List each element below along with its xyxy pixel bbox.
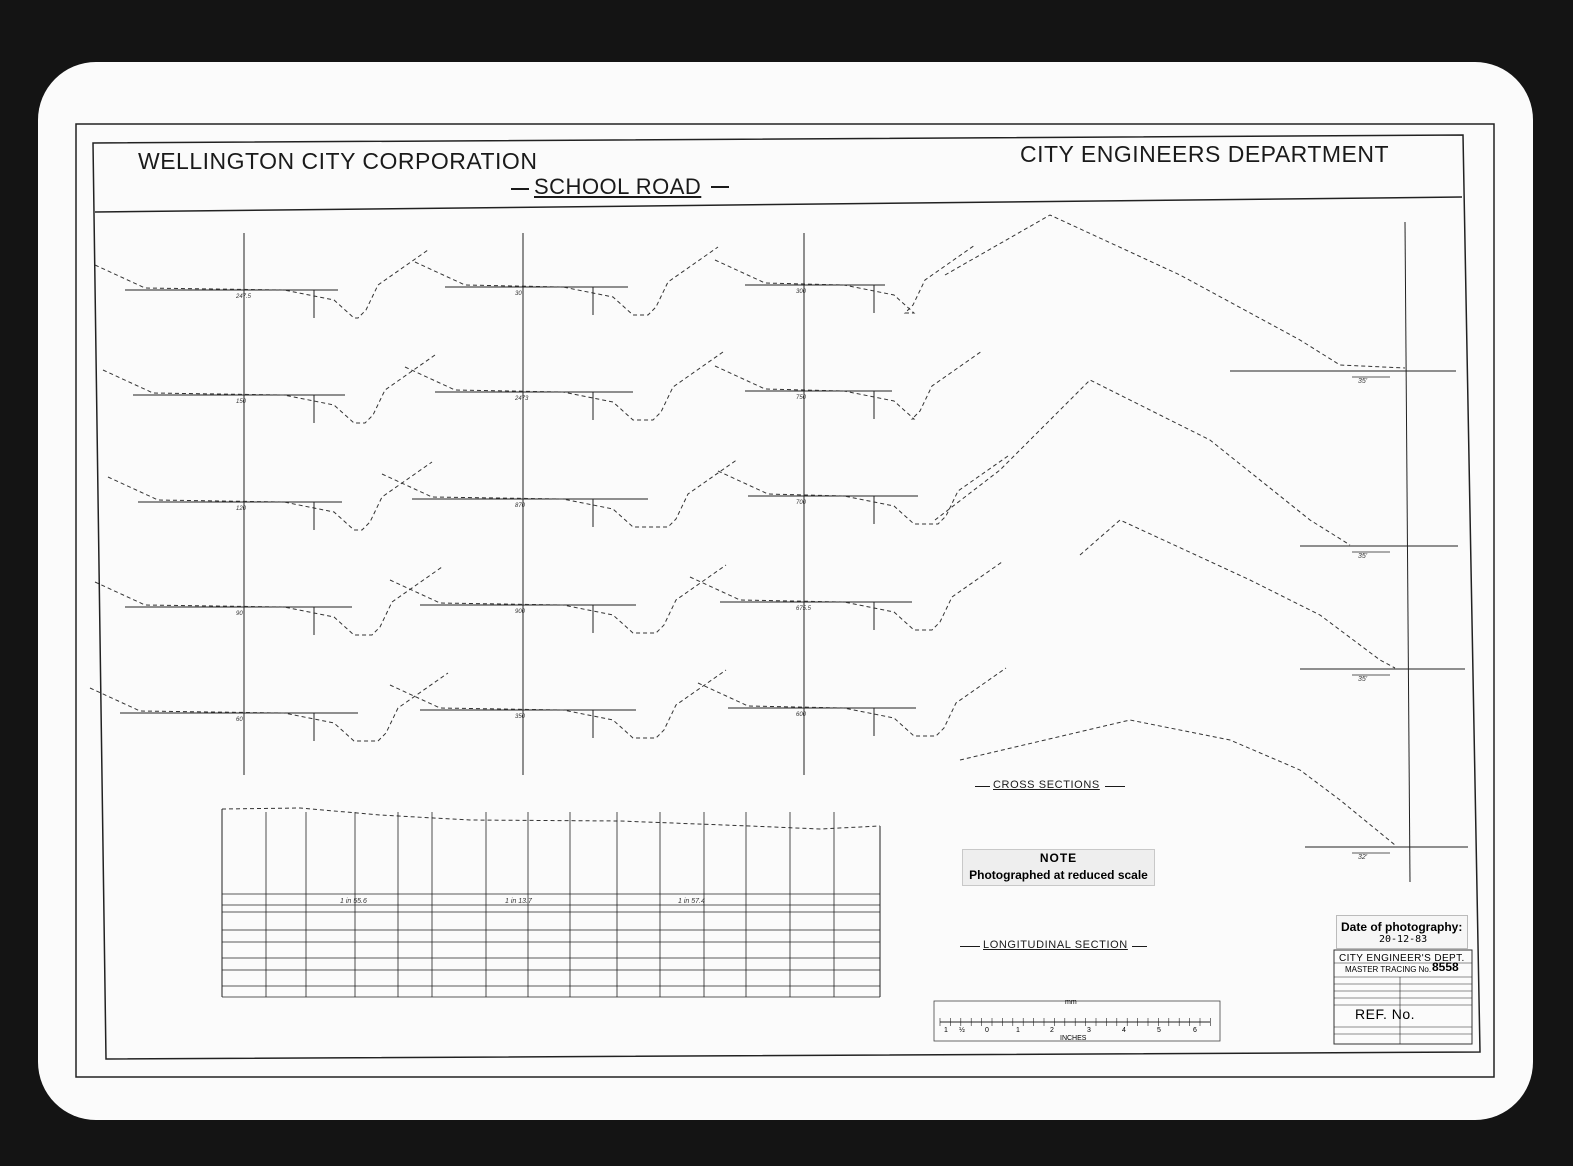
- long-title-dash-right: [1132, 946, 1147, 947]
- offset-dim-label-1: 35': [1358, 378, 1368, 385]
- ground-profile-2-4: [390, 565, 726, 633]
- inch-tick-label: 1: [1016, 1027, 1020, 1034]
- chainage-label-4: 90: [236, 611, 243, 617]
- ground-profile-3-3: [718, 456, 1008, 524]
- inch-tick-label: 0: [985, 1027, 989, 1034]
- ground-profile-3-2: [715, 351, 982, 419]
- photography-date-stamp: [1336, 915, 1468, 949]
- chainage-label-12: 750: [796, 395, 807, 401]
- long-ground-line: [222, 808, 880, 829]
- gradient-label-1: 1 in 55.6: [340, 898, 367, 905]
- title-block-dept: CITY ENGINEER'S DEPT.: [1339, 953, 1465, 964]
- inch-tick-label: 3: [1087, 1027, 1091, 1034]
- inch-tick-label: 2: [1050, 1027, 1054, 1034]
- inch-tick-label: 1: [944, 1027, 948, 1034]
- ground-profile-2-3: [382, 459, 738, 527]
- gradient-label-2: 1 in 13.7: [505, 898, 532, 905]
- right-section-centreline: [1405, 222, 1410, 882]
- gradient-label-3: 1 in 57.4: [678, 898, 705, 905]
- chainage-label-2: 150: [236, 399, 247, 405]
- ground-profile-3-1: [715, 245, 975, 313]
- ground-profile-3-5: [698, 668, 1006, 736]
- longitudinal-section-title: LONGITUDINAL SECTION: [983, 939, 1128, 951]
- right-ground-profile-3: [1080, 520, 1395, 668]
- chainage-label-6: 30: [515, 291, 522, 297]
- ground-profile-1-3: [108, 462, 432, 530]
- cross-title-dash-right: [1105, 786, 1125, 787]
- cross-title-dash-left: [975, 786, 990, 787]
- scale-bar-units: mm: [1065, 999, 1077, 1006]
- chainage-label-10: 350: [515, 714, 526, 720]
- ground-profile-1-2: [103, 355, 435, 423]
- photography-date-value: 20-12-83: [1379, 934, 1428, 945]
- chainage-label-14: 675.5: [796, 606, 812, 612]
- scale-bar-inches-label: INCHES: [1060, 1035, 1087, 1042]
- ground-profile-1-4: [95, 567, 442, 635]
- inch-tick-label: 5: [1157, 1027, 1161, 1034]
- chainage-label-1: 247.5: [236, 294, 252, 300]
- chainage-label-5: 60: [236, 717, 243, 723]
- note-box: [962, 849, 1155, 886]
- ground-profile-2-5: [390, 670, 726, 738]
- chainage-label-8: 870: [515, 503, 526, 509]
- title-block-master-number: 8558: [1432, 960, 1459, 974]
- chainage-label-9: 900: [515, 609, 526, 615]
- title-dash-left: [511, 188, 529, 190]
- drawing-title: SCHOOL ROAD: [534, 174, 702, 199]
- ground-profile-1-5: [90, 673, 448, 741]
- chainage-label-7: 2473: [515, 396, 529, 402]
- title-block-master-label: MASTER TRACING No.: [1345, 965, 1432, 974]
- title-block-ref-label: REF. No.: [1355, 1006, 1416, 1022]
- right-ground-profile-2: [935, 380, 1350, 545]
- inch-tick-label: ½: [959, 1027, 965, 1034]
- note-heading: NOTE: [1039, 851, 1078, 865]
- department-title: CITY ENGINEERS DEPARTMENT: [1020, 141, 1390, 167]
- title-dash-right: [711, 186, 729, 188]
- right-ground-profile-1: [945, 215, 1405, 368]
- chainage-label-15: 600: [796, 712, 807, 718]
- cross-sections-title: CROSS SECTIONS: [993, 779, 1100, 791]
- inch-tick-label: 4: [1122, 1027, 1126, 1034]
- title-divider: [95, 197, 1462, 212]
- ground-profile-3-4: [690, 562, 1002, 630]
- inch-tick-label: 6: [1193, 1027, 1197, 1034]
- photography-date-label: Date of photography:: [1341, 920, 1463, 934]
- ground-profile-1-1: [95, 250, 428, 318]
- offset-dim-label-2: 35': [1358, 553, 1368, 560]
- long-title-dash-left: [960, 946, 980, 947]
- corporation-title: WELLINGTON CITY CORPORATION: [138, 148, 538, 174]
- offset-dim-label-3: 35': [1358, 676, 1368, 683]
- chainage-label-11: 300: [796, 289, 807, 295]
- ground-profile-2-1: [415, 247, 718, 315]
- ground-profile-2-2: [405, 352, 723, 420]
- offset-dim-label-4: 32': [1358, 854, 1368, 861]
- note-text: Photographed at reduced scale: [969, 868, 1148, 882]
- chainage-label-3: 120: [236, 506, 247, 512]
- inner-frame: [93, 135, 1480, 1059]
- chainage-label-13: 700: [796, 500, 807, 506]
